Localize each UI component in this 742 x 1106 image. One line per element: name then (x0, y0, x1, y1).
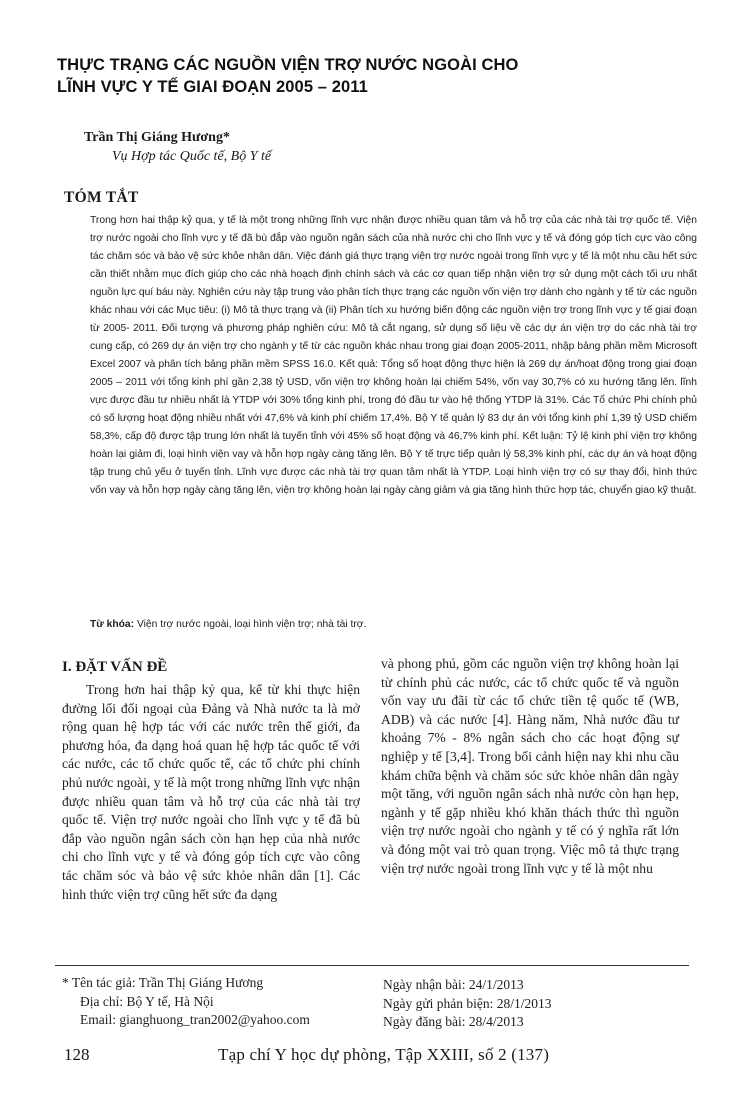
body-column-right: và phong phú, gồm các nguồn viện trợ không hoàn lại từ chính phủ các nước, các tổ chức quốc tế và nguồn vốn vay ưu đãi từ các tổ chức tiền tệ quốc tế (WB, ADB) và các nước [4]. Hàng năm, Nhà nước đầu tư khoảng 7% - 8% ngân sách cho các hoạt động sự nghiệp y tế [3,4]. Trong bối cảnh hiện nay khi nhu cầu khám chữa bệnh và chăm sóc sức khỏe nhân dân ngày một tăng, với nguồn ngân sách nhà nước còn hạn hẹp, ngành y tế gặp nhiều khó khăn thách thức thì nguồn viện trợ nước ngoài cho ngành y tế có ý nghĩa rất lớn và đóng một vai trò quan trọng. Việc mô tả thực trạng viện trợ nước ngoài trong lĩnh vực y tế là một nhu (381, 656, 679, 876)
section-heading: I. ĐẶT VẤN ĐỀ (62, 659, 168, 675)
author-name: Trần Thị Giáng Hương* (84, 130, 230, 145)
page-number: 128 (64, 1045, 90, 1064)
journal-name: Tạp chí Y học dự phòng, Tập XXIII, số 2 (137) (218, 1045, 550, 1064)
author-affiliation: Vụ Hợp tác Quốc tế, Bộ Y tế (112, 149, 272, 164)
title-line-1: THỰC TRẠNG CÁC NGUỒN VIỆN TRỢ NƯỚC NGOÀI CHO (57, 56, 519, 74)
keywords-text: Viện trợ nước ngoài, loại hình viện trợ; nhà tài trợ. (134, 619, 367, 630)
date-published: Ngày đăng bài: 28/4/2013 (383, 1014, 524, 1029)
footnote-author-info (62, 974, 362, 1030)
keywords (90, 616, 697, 634)
body-column-left: Trong hơn hai thập kỷ qua, kể từ khi thực hiện đường lối đối ngoại của Đảng và Nhà nước ta là mở rộng quan hệ hợp tác với các nước trên thế giới, đa phương hóa, đa dạng hoá quan hệ hợp tác quốc tế với các nước, các tổ chức quốc tế, các tổ chức phi chính phủ nước ngoài, y tế là một trong những lĩnh vực nhận được nhiều quan tâm và hỗ trợ của các nhà tài trợ quốc tế. Viện trợ nước ngoài cho lĩnh vực y tế đã bù đắp vào nguồn ngân sách còn hạn hẹp của nhà nước chi cho lĩnh vực y tế và đóng góp tích cực vào công tác chăm sóc và bảo vệ sức khỏe nhân dân [1]. Các hình thức viện trợ cũng hết sức đa dạng (62, 682, 360, 902)
abstract-text: Trong hơn hai thập kỷ qua, y tế là một trong những lĩnh vực nhận được nhiều quan tâm và hỗ trợ của các nhà tài trợ quốc tế. Viện trợ nước ngoài cho lĩnh vực y tế đã bù đắp vào nguồn ngân sách của nhà nước chi cho lĩnh vực y tế và đóng góp tích cực vào công tác chăm sóc và bảo vệ sức khỏe nhân dân. Việc đánh giá thực trạng viện trợ nước ngoài trong lĩnh vực y tế là một nhu cầu hết sức cần thiết nhằm mục đích giúp cho các nhà hoạch định chính sách và các cơ quan tiếp nhận viện trợ sử dụng một cách tối ưu nhất nguồn lực quí báu này. Nghiên cứu này tập trung vào phân tích thực trạng các nguồn vốn viện trợ dành cho ngành y tế từ các nguồn khác nhau với các Mục tiêu: (i) Mô tả thực trạng và (ii) Phân tích xu hướng biến động các nguồn viện trợ trong lĩnh vực y tế giai đoạn từ 2005- 2011. Đối tượng và phương pháp nghiên cứu: Mô tả cắt ngang, sử dụng số liệu về các dự án viện trợ do các nhà tài trợ cung cấp, có 269 dự án viện trợ cho ngành y tế từ các nguồn khác nhau trong giai đoạn 2005-2011, nhập bảng phần mềm Microsoft Excel 2007 và phân tích bảng phần mềm SPSS 16.0. Kết quả: Tổng số hoạt động thực hiện là 269 dự án/hoạt động trong giai đoạn 2005 – 2011 với tổng kinh phí gần 2,38 tỷ USD, vốn viện trợ không hoàn lại chiếm 54%, vốn vay 30,7% có xu hướng tăng lên. lĩnh vực được đầu tư nhiều nhất là YTDP với 30% tổng kinh phí, trong đó đầu tư vào hệ thống YTDP là 31%. Các Tổ chức Phi chính phủ có số lượng hoạt động nhiều nhất với 47,6% và kinh phí chiếm 17,4%. Bộ Y tế quản lý 83 dự án với tổng kinh phí 1,39 tỷ USD chiếm 58,3%, cấp độ được tập trung lớn nhất là tuyến tỉnh với 45% số hoạt động và 46,7% kinh phí. Kết luận: Tỷ lệ kinh phí viện trợ không hoàn lại giảm đi, loại hình viện vay và hỗn hợp ngày càng tăng lên. Bộ Y tế trực tiếp quản lý 58,3% kinh phí, các dự án và hoạt động tập trung chủ yếu ở tuyến tỉnh. Lĩnh vực được các nhà tài trợ quan tâm nhất là YTDP. Loại hình viện trợ có sự thay đổi, hình thức vốn vay và hỗn hợp ngày càng tăng lên, viện trợ không hoàn lại ngày càng giảm và gia tăng hình thức hợp tác, chuyển giao kỹ thuật. (90, 215, 697, 496)
article-title (57, 54, 697, 98)
footnote-divider (55, 965, 689, 966)
footnote-author: * Tên tác giả: Trần Thị Giáng Hương (62, 975, 264, 990)
title-line-2: LĨNH VỰC Y TẾ GIAI ĐOẠN 2005 – 2011 (57, 78, 368, 96)
date-received: Ngày nhận bài: 24/1/2013 (383, 977, 524, 992)
footnote-dates (383, 976, 683, 1032)
footnote-email: Email: gianghuong_tran2002@yahoo.com (80, 1012, 310, 1027)
keywords-label: Từ khóa: (90, 619, 135, 630)
footnote-address: Địa chỉ: Bộ Y tế, Hà Nội (80, 993, 214, 1009)
date-review: Ngày gửi phản biện: 28/1/2013 (383, 995, 552, 1011)
abstract-heading: TÓM TẮT (64, 189, 139, 206)
